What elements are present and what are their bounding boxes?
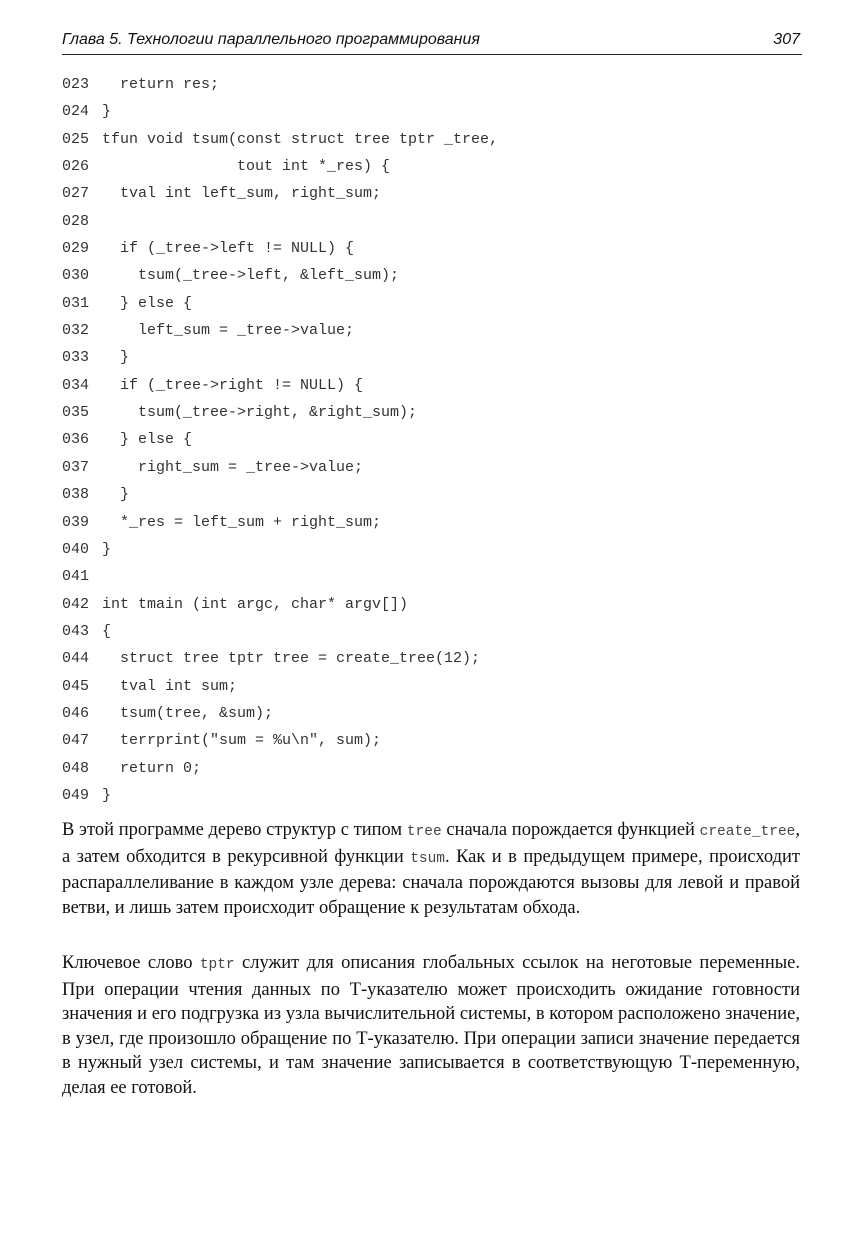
paragraph-1-text-2: сначала порождается функцией [441,820,700,840]
page-header [62,28,802,55]
code-line [62,509,802,536]
line-number: 024 [62,103,90,121]
line-number: 031 [62,294,90,312]
code-text: } [102,349,130,367]
line-number: 046 [62,704,90,722]
code-line [62,700,802,727]
page-number: 307 [773,31,800,48]
line-number: 033 [62,349,90,367]
code-line [62,372,802,399]
line-number: 041 [62,568,90,586]
code-line [62,536,802,563]
code-line [62,235,802,262]
line-number: 030 [62,267,90,285]
code-text: } else { [102,431,193,449]
code-line [62,755,802,782]
code-line [62,290,802,317]
code-text: } [102,486,130,504]
line-number: 023 [62,76,90,93]
line-number: 034 [62,376,90,394]
line-number: 042 [62,595,90,613]
code-line [62,645,802,672]
code-line [62,153,802,180]
code-text: struct tree tptr tree = create_tree(12); [102,650,481,668]
paragraph-2-text-2: служит для описания глобальных ссылок на неготовые переменные. При операции чтения данных по Т-указателю может происходить ожидание готовности значения и его подгрузка из узла вычислительной системы, в котором расположено значение, в узел, где произошло обращение по Т-указателю. При операции записи значение передается в нужный узел системы, и там значение записывается в соответствующую Т-переменную, делая ее готовой. [62,953,800,1098]
code-line [62,591,802,618]
code-text: tsum(tree, &sum); [102,704,274,722]
code-line [62,262,802,289]
code-line [62,98,802,125]
line-number: 038 [62,486,90,504]
inline-code-tsum: tsum [410,850,445,867]
paragraph-1-text-4: . Как и в предыдущем примере, происходит распараллеливание в каждом узле дерева: сначала порождаются вызовы для левой и правой ветви, и лишь затем происходит обращение к результатам обхода. [62,846,800,918]
code-line [62,673,802,700]
line-number: 029 [62,240,90,258]
code-text: *_res = left_sum + right_sum; [102,513,382,531]
inline-code-create-tree: create_tree [699,824,796,840]
code-text: if (_tree->left != NULL) { [102,240,355,258]
paragraph-1-text-1: В этой программе дерево структур с типом [62,820,407,840]
code-text: left_sum = _tree->value; [102,322,355,340]
line-number: 037 [62,458,90,476]
line-number: 039 [62,513,90,531]
line-number: 028 [62,212,90,230]
code-line [62,727,802,754]
code-text: return res; [102,76,220,93]
code-text: terrprint("sum = %u\n", sum); [102,732,382,750]
line-number: 047 [62,732,90,750]
code-text: tsum(_tree->left, &left_sum); [102,267,400,285]
paragraph-2 [62,951,800,1101]
code-text: tfun void tsum(const struct tree tptr _tree, [102,130,499,148]
line-number: 032 [62,322,90,340]
line-number: 025 [62,130,90,148]
code-text: tsum(_tree->right, &right_sum); [102,404,418,422]
line-number: 027 [62,185,90,203]
line-number: 035 [62,404,90,422]
paragraph-1 [62,818,800,920]
line-number: 036 [62,431,90,449]
code-line [62,481,802,508]
code-line [62,344,802,371]
line-number: 048 [62,759,90,777]
code-text: tval int left_sum, right_sum; [102,185,382,203]
line-number: 045 [62,677,90,695]
code-line [62,71,802,98]
code-text: { [102,622,112,640]
code-line [62,454,802,481]
code-text: tout int *_res) { [102,158,391,176]
code-line [62,317,802,344]
code-text: } [102,103,112,121]
line-number: 049 [62,786,90,804]
code-text: } else { [102,294,193,312]
paragraph-1-text-3: , а затем обходится в рекурсивной функции [62,820,800,867]
code-line [62,399,802,426]
code-line [62,208,802,235]
code-text: tval int sum; [102,677,238,695]
line-number: 043 [62,622,90,640]
code-line [62,563,802,590]
code-listing [62,71,802,809]
code-text: } [102,540,112,558]
code-text: int tmain (int argc, char* argv[]) [102,595,409,613]
line-number: 040 [62,540,90,558]
inline-code-tree: tree [406,824,442,840]
paragraph-2-text-1: Ключевое слово [62,953,200,973]
chapter-title: Глава 5. Технологии параллельного программирования [62,31,480,48]
code-line [62,126,802,153]
code-line [62,426,802,453]
code-line [62,618,802,645]
line-number: 044 [62,650,90,668]
code-text: right_sum = _tree->value; [102,458,364,476]
code-line [62,180,802,207]
code-text: if (_tree->right != NULL) { [102,376,364,394]
line-number: 026 [62,158,90,176]
code-text: return 0; [102,759,202,777]
code-line [62,782,802,809]
code-text: } [102,786,112,804]
inline-code-tptr: tptr [199,957,235,973]
